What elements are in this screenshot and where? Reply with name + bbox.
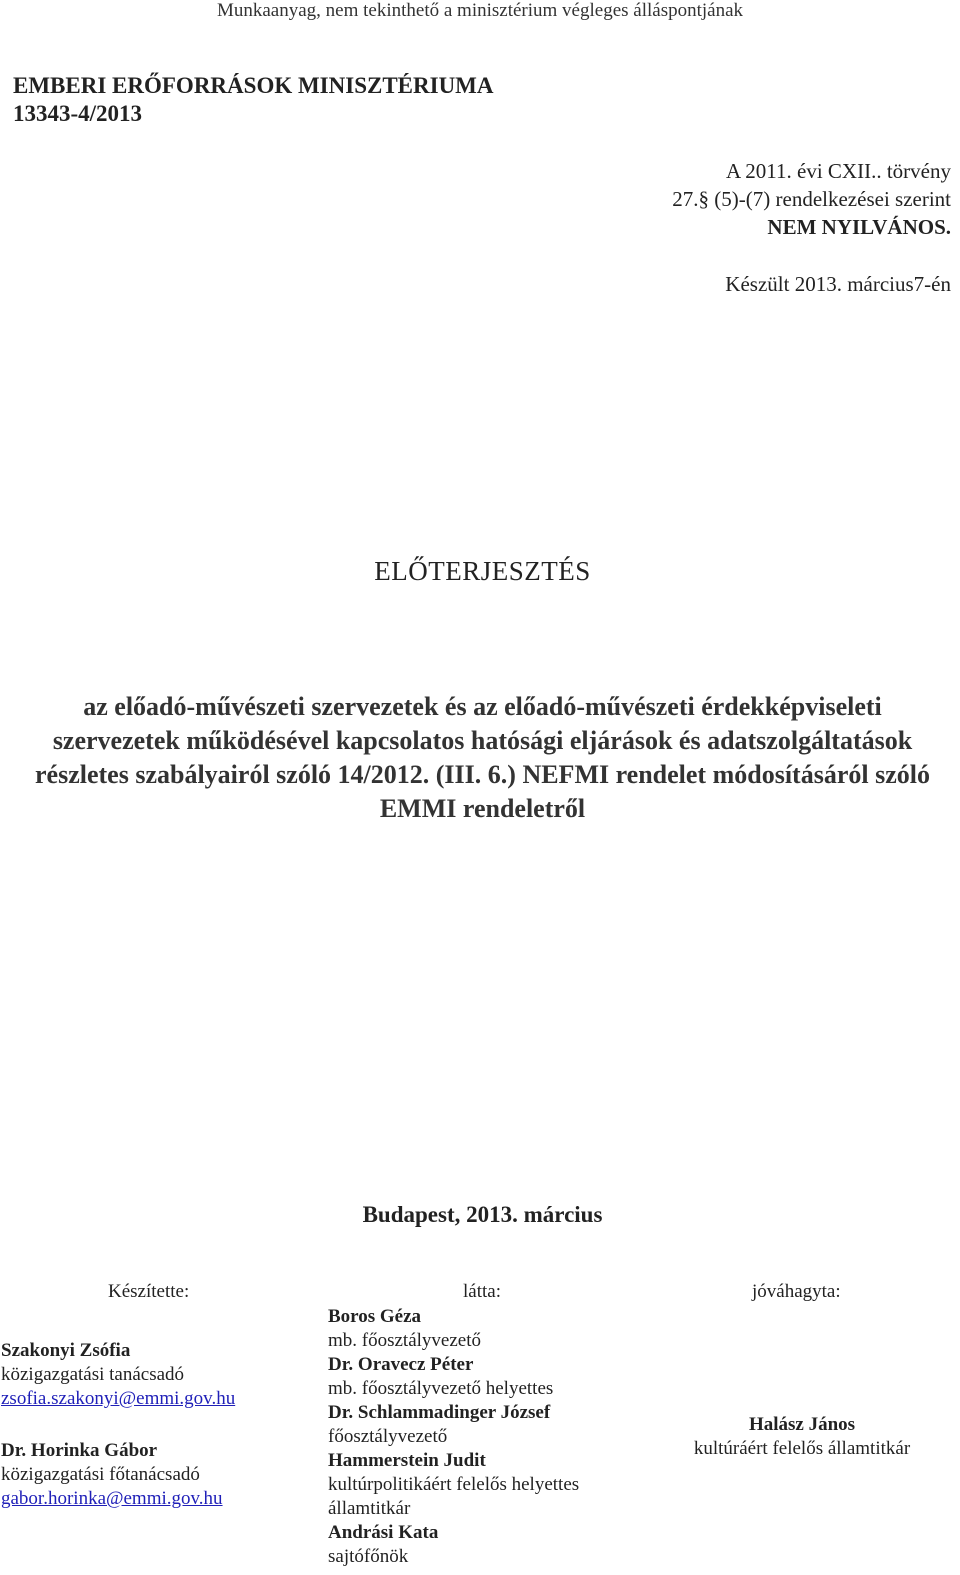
seen-by-list — [328, 1305, 579, 1569]
seen-by-label: látta: — [463, 1281, 501, 1302]
preparer-email-link[interactable]: zsofia.szakonyi@emmi.gov.hu — [1, 1388, 236, 1409]
preparer-email-link[interactable]: gabor.horinka@emmi.gov.hu — [1, 1488, 223, 1509]
legal-notice — [672, 157, 951, 241]
reviewer-title-line2: államtitkár — [328, 1498, 411, 1519]
reviewer-title: mb. főosztályvezető helyettes — [328, 1378, 554, 1399]
file-number: 13343-4/2013 — [13, 101, 143, 126]
preparer-title: közigazgatási tanácsadó — [1, 1364, 185, 1385]
preparer-title: közigazgatási főtanácsadó — [1, 1464, 200, 1485]
reviewer-name: Dr. Oravecz Péter — [328, 1354, 474, 1375]
reviewer-name: Boros Géza — [328, 1306, 422, 1327]
draft-notice: Munkaanyag, nem tekinthető a minisztérium végleges álláspontjának — [216, 0, 744, 21]
approver-block — [682, 1413, 922, 1461]
reviewer-name: Andrási Kata — [328, 1522, 439, 1543]
ministry-block — [13, 72, 494, 128]
document-subject: az előadó-művészeti szervezetek és az előadó-művészeti érdekképviseleti szervezetek működésével kapcsolatos hatósági eljárások és adatszolgáltatások részletes szabályairól szóló 14/2012. (III. 6.) NEFMI rendelet módosításáról szóló EMMI rendeletről — [35, 692, 930, 823]
reviewer-title: mb. főosztályvezető — [328, 1330, 482, 1351]
legal-notice-classification: NEM NYILVÁNOS. — [767, 215, 951, 239]
reviewer-title: főosztályvezető — [328, 1426, 448, 1447]
preparer-name: Szakonyi Zsófia — [1, 1340, 131, 1361]
preparer-2 — [1, 1439, 223, 1511]
prepared-by-label: Készítette: — [108, 1281, 190, 1302]
legal-notice-line1: A 2011. évi CXII.. törvény — [726, 159, 951, 183]
legal-notice-line2: 27.§ (5)-(7) rendelkezései szerint — [672, 187, 951, 211]
approved-by-label: jóváhagyta: — [752, 1281, 841, 1302]
prepared-date: Készült 2013. március7-én — [725, 272, 951, 296]
ministry-name: EMBERI ERŐFORRÁSOK MINISZTÉRIUMA — [13, 73, 494, 98]
reviewer-name: Hammerstein Judit — [328, 1450, 486, 1471]
reviewer-title-line1: kultúrpolitikáért felelős helyettes — [328, 1474, 580, 1495]
reviewer-title: sajtófőnök — [328, 1546, 409, 1567]
approver-title: kultúráért felelős államtitkár — [693, 1438, 911, 1459]
place-date: Budapest, 2013. március — [362, 1202, 603, 1227]
preparer-1 — [1, 1339, 235, 1411]
approver-name: Halász János — [748, 1414, 856, 1435]
document-title: ELŐTERJESZTÉS — [374, 556, 591, 586]
preparer-name: Dr. Horinka Gábor — [1, 1440, 158, 1461]
reviewer-name: Dr. Schlammadinger József — [328, 1402, 551, 1423]
